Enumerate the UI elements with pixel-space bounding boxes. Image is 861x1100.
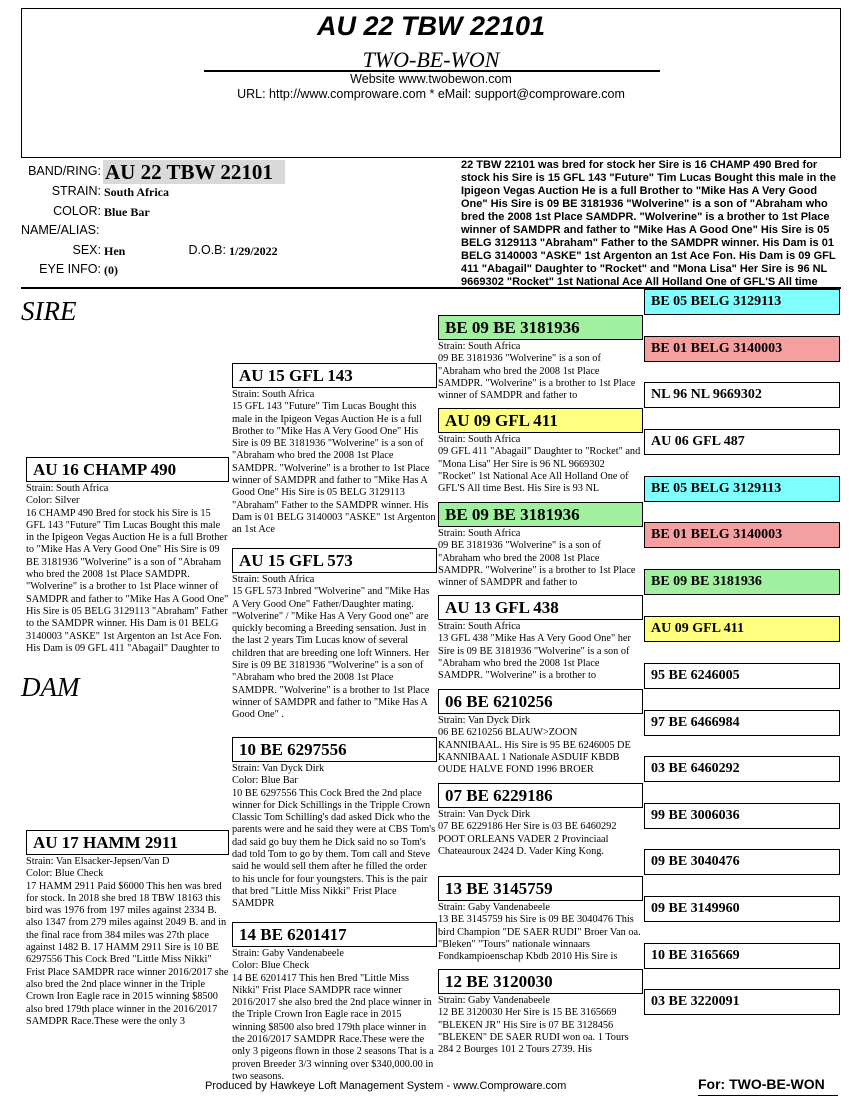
bird-description: 22 TBW 22101 was bred for stock her Sire is 16 CHAMP 490 Bred for stock his Sire is 15 GFL 143 "Future" Tim Lucas Bought this male in the Ipigeon Vegas Auction He is a full Brother to "Mike Has A Very Good One" His Sire is 09 BE 3181936 "Wolverine" is a son of "Abraham who bred the 2008 1st Place SAMDPR. "Wolverine" is a brother to 1st Place winner of SAMDPR and father to "Mike Has A Good One" His Sire is 05 BELG 3129113 "Abraham" Father to the SAMDPR winner. His Dam is 01 BELG 3140003 "ASKE" 1st Argenton an 1st Ace Fon. His Dam is 09 GFL 411 "Abagail" Daughter to "Rocket" and "Mona Lisa" Her Sire is 96 NL 9669302 "Rocket" 1st National Ace All Holland One of GFL'S All time — [461, 159, 836, 288]
pedigree-notes: Strain: South Africa 15 GFL 573 Inbred "Wolverine" and "Mike Has A Very Good One" Father/Daughter mating. "Wolverine" / "Mike Has A Very Good one" are quickly becoming a Breeding sensation. Just in the last 2 years Tim Lucas know of several children that are breeding one loft Winners. Her Sire is 09 BE 3181936 "Wolverine" is a son of "Abraham who bred the 2008 1st Place SAMDPR. "Wolverine" is a brother to 1st Place winner of SAMDPR and father to "Mike Has A Good One" . — [232, 574, 430, 721]
pedigree-band[interactable]: AU 16 CHAMP 490 — [26, 457, 229, 482]
header-box — [21, 8, 841, 158]
pedigree-band[interactable]: 13 BE 3145759 — [438, 876, 643, 901]
gen3-card[interactable] — [438, 689, 643, 775]
band-label: BAND/RING: — [28, 164, 101, 178]
dam-heading: DAM — [21, 672, 80, 702]
strain-label: STRAIN: — [51, 184, 101, 198]
gen4-band[interactable]: BE 01 BELG 3140003 — [644, 336, 840, 362]
pedigree-band[interactable]: AU 15 GFL 143 — [232, 363, 437, 388]
gen3-card[interactable] — [438, 595, 643, 681]
gen4-band[interactable]: 03 BE 3220091 — [644, 989, 840, 1015]
pedigree-band[interactable]: 06 BE 6210256 — [438, 689, 643, 714]
pedigree-notes: Strain: South Africa 13 GFL 438 "Mike Has A Very Good One" her Sire is 09 BE 3181936 "Wolverine" is a son of "Abraham who bred the 2008 1st Place SAMDPR. "Wolverine" is a brother to — [438, 621, 631, 681]
sex-label: SEX: — [72, 243, 101, 257]
pedigree-notes: Strain: Van Dyck Dirk Color: Blue Bar 10 BE 6297556 This Cock Bred the 2nd place winner for Dick Schillings in the Tripple Crown Classic Tom Schilling's dad asked Dick who the parents were and he said they were at CBS Tom's dad said go buy them he Dick said no so Tom's dad told Tom to go by them. Tom call and Steve said he would sell them after he filled the order to his uncle for four youngsters. This is the pair that bred "Little Miss Nikki" Frist Place SAMDPR — [232, 763, 436, 910]
color-label: COLOR: — [53, 204, 101, 218]
header-name: TWO-BE-WON — [362, 47, 500, 72]
pedigree-band[interactable]: AU 17 HAMM 2911 — [26, 830, 229, 855]
strain-value: South Africa — [104, 185, 170, 199]
header-website: Website www.twobewon.com — [350, 72, 512, 86]
header-contact: URL: http://www.comproware.com * eMail: support@comproware.com — [237, 87, 625, 101]
gen4-band[interactable]: BE 05 BELG 3129113 — [644, 476, 840, 502]
gen4-band[interactable]: BE 09 BE 3181936 — [644, 569, 840, 595]
color-value: Blue Bar — [104, 205, 150, 219]
pedigree-band[interactable]: 12 BE 3120030 — [438, 969, 643, 994]
name-label: NAME/ALIAS: — [21, 223, 100, 237]
footer-rule — [698, 1095, 838, 1096]
gen4-band[interactable]: AU 09 GFL 411 — [644, 616, 840, 642]
pedigree-band[interactable]: AU 09 GFL 411 — [438, 408, 643, 433]
gen4-band[interactable]: 97 BE 6466984 — [644, 710, 840, 736]
pedigree-band[interactable]: 07 BE 6229186 — [438, 783, 643, 808]
pedigree-notes: Strain: South Africa 09 BE 3181936 "Wolverine" is a son of "Abraham who bred the 2008 1st Place SAMDPR. "Wolverine" is a brother to 1st Place winner of SAMDPR and father to — [438, 341, 636, 401]
gen4-band[interactable]: BE 01 BELG 3140003 — [644, 522, 840, 548]
pedigree-notes: Strain: Van Dyck Dirk 06 BE 6210256 BLAUW>ZOON KANNIBAAL. His Sire is 95 BE 6246005 DE KANNIBAAL 1 Nationale ASDUIF KBDB OUDE HALVE FOND 1996 BROER — [438, 715, 631, 775]
gen3-card[interactable] — [438, 969, 643, 1055]
gen3-card[interactable] — [438, 315, 643, 401]
pedigree-notes: Strain: South Africa 15 GFL 143 "Future" Tim Lucas Bought this male in the Ipigeon Vegas Auction He is a full Brother to "Mike Has A Very Good One" His Sire is 09 BE 3181936 "Wolverine" is a son of "Abraham who bred the 2008 1st Place SAMDPR. "Wolverine" is a brother to 1st Place winner of SAMDPR and father to "Mike Has A Good One" His Sire is 05 BELG 3129113 "Abraham" Father to the SAMDPR winner. His Dam is 01 BELG 3140003 "ASKE" 1st Argenton an 1st Ace — [232, 389, 436, 536]
dob-label: D.O.B: — [188, 243, 226, 257]
gen3-card[interactable] — [438, 876, 643, 962]
gen3-card[interactable] — [438, 408, 643, 494]
sex-value: Hen — [104, 244, 126, 258]
pedigree-notes: Strain: Gaby Vandenabeele Color: Blue Check 14 BE 6201417 This hen Bred "Little Miss Nikki" Frist Place SAMDPR race winner 2016/2017 she also bred the 2nd place winner in the Triple Crown Iron Eagle race in 2015 winning $8500 also bred 179th place winner in the 2016/2017 SAMDPR Race.These were the only 3 pigeons flown in those 2 seasons That is a proven Breeder 3/3 winning over $340,000.00 in two seasons. — [232, 948, 434, 1082]
gen4-band[interactable]: 95 BE 6246005 — [644, 663, 840, 689]
pedigree-notes: Strain: South Africa 09 GFL 411 "Abagail" Daughter to "Rocket" and "Mona Lisa" Her Sire is 96 NL 9669302 "Rocket" 1st National Ace All Holland One of GFL'S All time Best. His Sire is 93 NL — [438, 434, 641, 494]
pedigree-notes: Strain: South Africa Color: Silver 16 CHAMP 490 Bred for stock his Sire is 15 GFL 143 "Future" Tim Lucas Bought this male in the Ipigeon Vegas Auction He is a full Brother to "Mike Has A Very Good One" His Sire is 09 BE 3181936 "Wolverine" is a son of "Abraham who bred the 2008 1st Place SAMDPR. "Wolverine" is a brother to 1st Place winner of SAMDPR and father to "Mike Has A Good One" His Sire is 05 BELG 3129113 "Abraham" Father to the SAMDPR winner. His Dam is 01 BELG 3140003 "ASKE" 1st Argenton an 1st Ace Fon. His Dam is 09 GFL 411 "Abagail" Daughter to — [26, 483, 229, 654]
gen2-card[interactable] — [232, 922, 437, 1100]
gen2-card[interactable] — [232, 548, 437, 734]
gen4-band[interactable]: 99 BE 3006036 — [644, 803, 840, 829]
gen2-card[interactable] — [232, 363, 437, 549]
pedigree-band[interactable]: AU 13 GFL 438 — [438, 595, 643, 620]
pedigree-band[interactable]: 14 BE 6201417 — [232, 922, 437, 947]
eye-value: (0) — [104, 263, 118, 277]
gen3-card[interactable] — [438, 502, 643, 588]
band-value: AU 22 TBW 22101 — [103, 160, 285, 184]
gen3-card[interactable] — [438, 783, 643, 869]
gen4-band[interactable]: 09 BE 3040476 — [644, 849, 840, 875]
pedigree-band[interactable]: BE 09 BE 3181936 — [438, 502, 643, 527]
header-band: AU 22 TBW 22101 — [316, 11, 546, 41]
pedigree-notes: Strain: Gaby Vandenabeele 13 BE 3145759 his Sire is 09 BE 3040476 This bird Champion "DE SAER RUDI" Broer Van oa. "Bleken" "Tours" nationale winnaars Fondkampioenschap Kbdb 2010 His Sire is — [438, 902, 641, 962]
pedigree-band[interactable]: 10 BE 6297556 — [232, 737, 437, 762]
eye-label: EYE INFO: — [39, 262, 101, 276]
gen2-card[interactable] — [232, 737, 437, 923]
footer-produced: Produced by Hawkeye Loft Management System - www.Comproware.com — [205, 1080, 567, 1092]
pedigree-notes: Strain: Van Dyck Dirk 07 BE 6229186 Her Sire is 03 BE 6460292 POOT ORLEANS VADER 2 Provinciaal Chateauroux 2424 D. Vader King Kong. — [438, 809, 617, 857]
gen1-card[interactable] — [26, 830, 229, 1066]
pedigree-band[interactable]: BE 09 BE 3181936 — [438, 315, 643, 340]
pedigree-band[interactable]: AU 15 GFL 573 — [232, 548, 437, 573]
pedigree-notes: Strain: Van Elsacker-Jepsen/Van D Color: Blue Check 17 HAMM 2911 Paid $6000 This hen was bred for stock. In 2018 she bred 18 TBW 18163 this bird was 1976 from 197 miles against 2334 B. also 1347 from 279 miles against 2049 B. and in the final race from 384 miles was 27th place against 1482 B. 17 HAMM 2911 Sire is 10 BE 6297556 This Cock Bred "Little Miss Nikki" Frist Place SAMDPR race winner 2016/2017 she also bred the 2nd place winner in the Triple Crown Iron Eagle race in 2015 winning $8500 also bred 179th place winner in the 2016/2017 SAMDPR Race.These were the only 3 — [26, 856, 229, 1027]
pedigree-notes: Strain: South Africa 09 BE 3181936 "Wolverine" is a son of "Abraham who bred the 2008 1st Place SAMDPR. "Wolverine" is a brother to 1st Place winner of SAMDPR and father to — [438, 528, 636, 588]
dob-value: 1/29/2022 — [229, 244, 278, 258]
gen4-band[interactable]: 10 BE 3165669 — [644, 943, 840, 969]
gen1-card[interactable] — [26, 457, 229, 683]
footer-for: For: TWO-BE-WON — [698, 1076, 825, 1092]
pedigree-notes: Strain: Gaby Vandenabeele 12 BE 3120030 Her Sire is 15 BE 3165669 "BLEKEN JR" His Sire is 07 BE 3128456 "BLEKEN" DE SAER RUDI won oa. 1 Tours 284 2 Bourges 101 2 Tours 2739. His — [438, 995, 629, 1055]
gen4-band[interactable]: 09 BE 3149960 — [644, 896, 840, 922]
gen4-band[interactable]: NL 96 NL 9669302 — [644, 382, 840, 408]
gen4-band[interactable]: BE 05 BELG 3129113 — [644, 289, 840, 315]
gen4-band[interactable]: AU 06 GFL 487 — [644, 429, 840, 455]
sire-heading: SIRE — [21, 296, 77, 326]
gen4-band[interactable]: 03 BE 6460292 — [644, 756, 840, 782]
